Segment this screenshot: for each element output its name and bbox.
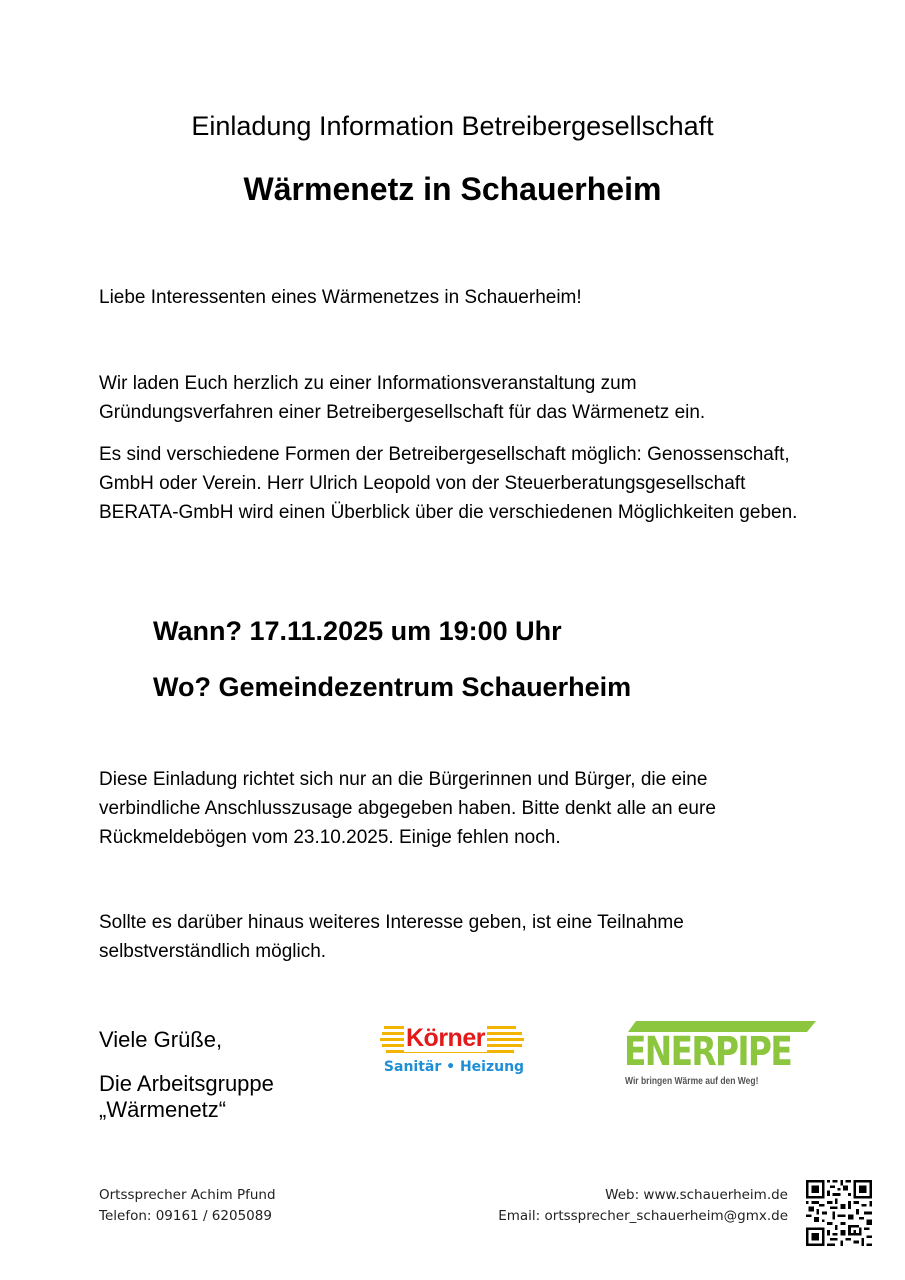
footer-phone: Telefon: 09161 / 6205089	[99, 1208, 272, 1224]
closing-regards: Viele Grüße,	[99, 1027, 223, 1052]
event-where: Wo? Gemeindezentrum Schauerheim	[153, 672, 632, 702]
footer-speaker: Ortssprecher Achim Pfund	[99, 1187, 276, 1203]
forms-paragraph	[99, 440, 799, 527]
signature-line-1: Die Arbeitsgruppe	[99, 1071, 274, 1096]
enerpipe-tagline: Wir bringen Wärme auf den Weg!	[625, 1076, 759, 1087]
koerner-logo	[376, 1022, 532, 1082]
qr-code-icon	[806, 1180, 872, 1246]
invitation-text: Wir laden Euch herzlich zu einer Informationsveranstaltung zum Gründungsverfahren einer Betreibergesellschaft für das Wärmenetz ein.	[99, 373, 706, 423]
enerpipe-name: ENERPIPE	[624, 1029, 792, 1075]
closing-signature	[99, 1071, 274, 1123]
document-title: Wärmenetz in Schauerheim	[243, 171, 662, 207]
document-subtitle: Einladung Information Betreibergesellschaft	[191, 111, 714, 141]
footer-web-contact	[498, 1185, 788, 1227]
footer-web: Web: www.schauerheim.de	[605, 1187, 788, 1203]
greeting-paragraph	[99, 283, 839, 312]
footer-email: Email: ortssprecher_schauerheim@gmx.de	[498, 1208, 788, 1224]
event-when: Wann? 17.11.2025 um 19:00 Uhr	[153, 616, 562, 646]
audience-text: Diese Einladung richtet sich nur an die Bürgerinnen und Bürger, die eine verbindliche Anschlusszusage abgegeben haben. Bitte denkt alle an eure Rückmeldebögen vom 23.10.2025. Einige fehlen noch.	[99, 769, 716, 848]
greeting-text: Liebe Interessenten eines Wärmenetzes in Schauerheim!	[99, 287, 582, 308]
enerpipe-logo	[622, 1020, 817, 1092]
koerner-subtitle: Sanitär • Heizung	[383, 1059, 525, 1075]
koerner-name: Körner	[406, 1024, 485, 1052]
forms-text: Es sind verschiedene Formen der Betreibergesellschaft möglich: Genossenschaft, GmbH oder Verein. Herr Ulrich Leopold von der Steuerberatungsgesellschaft BERATA-GmbH wird einen Überblick über die verschiedenen Möglichkeiten geben.	[99, 444, 798, 523]
footer-contact	[99, 1185, 276, 1227]
further-interest-paragraph	[99, 908, 779, 966]
invitation-paragraph	[99, 369, 799, 427]
further-interest-text: Sollte es darüber hinaus weiteres Interesse geben, ist eine Teilnahme selbstverständlich möglich.	[99, 912, 684, 962]
signature-line-2: „Wärmenetz“	[99, 1097, 227, 1122]
audience-paragraph	[99, 765, 811, 852]
